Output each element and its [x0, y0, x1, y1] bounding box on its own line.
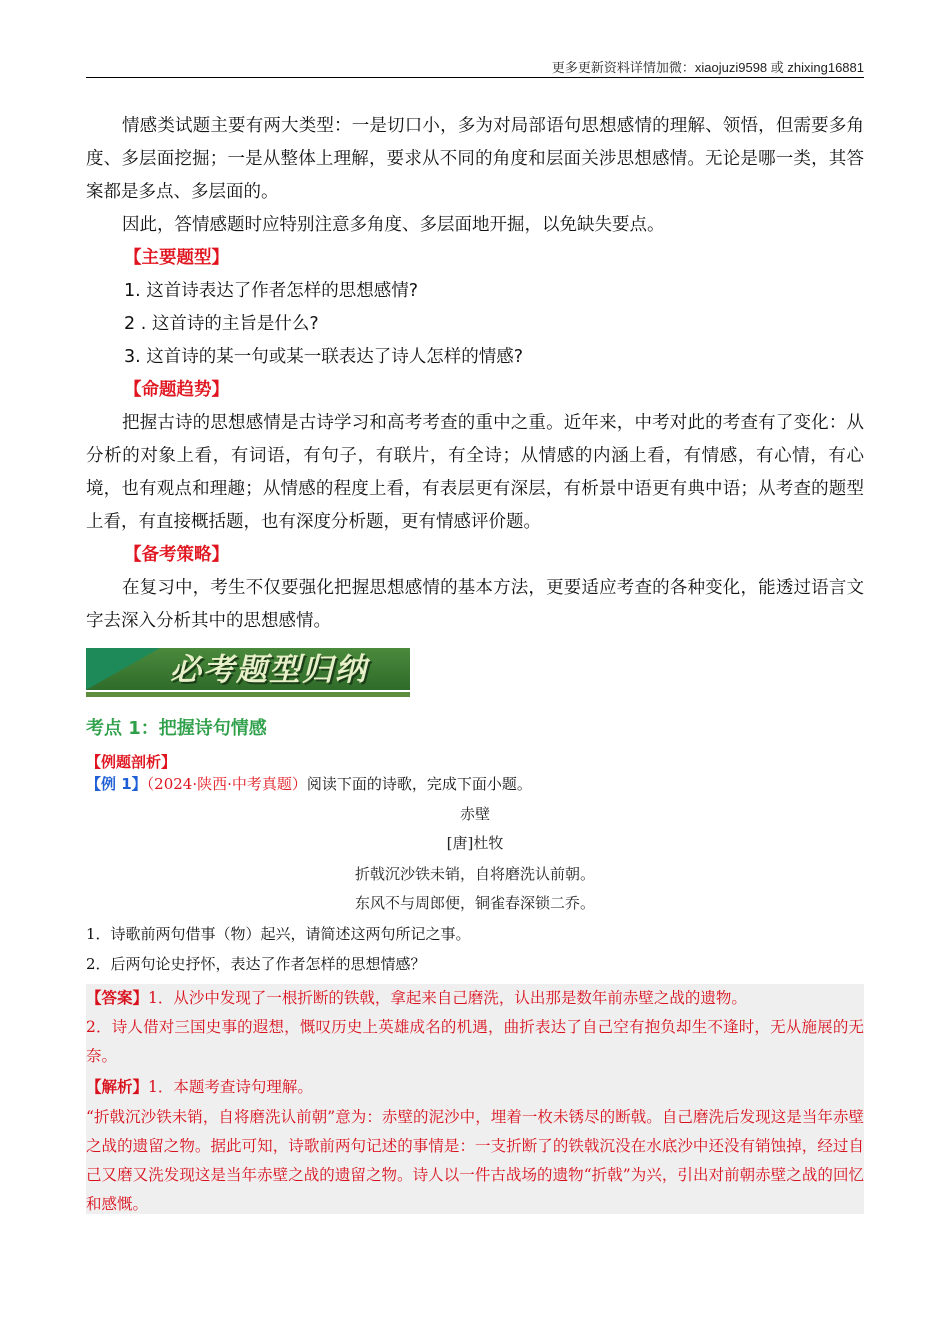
- poem-author: [唐]杜牧: [446, 834, 504, 852]
- answer-1: 1．从沙中发现了一根折断的铁戟，拿起来自己磨洗，认出那是数年前赤壁之战的遗物。: [148, 989, 747, 1007]
- poem-title: 赤壁: [459, 805, 490, 823]
- poem-line-1: 折戟沉沙铁未销，自将磨洗认前朝。: [354, 865, 595, 883]
- analysis-text: “折戟沉沙铁未销，自将磨洗认前朝”意为：赤壁的泥沙中，埋着一枚未锈尽的断戟。自己磨洗后发现这是当年赤壁之战的遗留之物。据此可知，诗歌前两句记述的事情是：一支折断了的铁戟沉没在水底沙中还没有销蚀掉，经过自己又磨又洗发现这是当年赤壁之战的遗留之物。诗人以一件古战场的遗物“折戟”为兴，引出对前朝赤壁之战的回忆和感慨。: [86, 1108, 864, 1213]
- type-item-1: 1. 这首诗表达了作者怎样的思想感情?: [124, 281, 419, 301]
- intro-paragraph-1: 情感类试题主要有两大类型：一是切口小，多为对局部语句思想感情的理解、领悟，但需要多角度、多层面挖掘；一是从整体上理解，要求从不同的角度和层面关涉思想感情。无论是哪一类，其答案都是多点、多层面的。: [86, 116, 864, 202]
- question-2: 2．后两句论史抒怀，表达了作者怎样的思想情感？: [86, 955, 426, 973]
- header-text: 更多更新资料详情加微：xiaojuzi9598 或 zhixing16881: [551, 60, 864, 75]
- analysis-line-1: [86, 1072, 864, 1102]
- answer-line-1: [86, 983, 864, 1013]
- type-item-3: 3. 这首诗的某一句或某一联表达了诗人怎样的情感?: [124, 347, 524, 367]
- intro-paragraph-2: 因此，答情感题时应特别注意多角度、多层面地开掘，以免缺失要点。: [122, 215, 665, 235]
- strategy-heading: 【备考策略】: [124, 545, 229, 565]
- banner-triangle: [86, 648, 160, 690]
- page-header: [86, 56, 864, 78]
- trend-paragraph: 把握古诗的思想感情是古诗学习和高考考查的重中之重。近年来，中考对此的考查有了变化：从分析的对象上看，有词语，有句子，有联片，有全诗；从情感的内涵上看，有情感，有心情，有心境，也有观点和理趣；从情感的程度上看，有表层更有深层，有析景中语更有典中语；从考查的题型上看，有直接概括题，也有深度分析题，更有情感评价题。: [86, 413, 864, 532]
- strategy-paragraph: 在复习中，考生不仅要强化把握思想感情的基本方法，更要适应考查的各种变化，能透过语言文字去深入分析其中的思想感情。: [86, 578, 864, 631]
- example-line: [86, 772, 532, 796]
- kaodian-title: 考点 1：把握诗句情感: [86, 718, 267, 739]
- analysis-tag: 【解析】: [86, 1077, 149, 1096]
- poem-line-2: 东风不与周郎便，铜雀春深锁二乔。: [354, 894, 595, 912]
- banner-underline: [86, 692, 410, 697]
- example-source: （2024·陕西·中考真题）: [146, 775, 307, 793]
- banner-title: 必考题型归纳: [170, 652, 368, 688]
- example-section-label: 【例题剖析】: [86, 753, 177, 771]
- question-1: 1．诗歌前两句借事（物）起兴，请简述这两句所记之事。: [86, 925, 471, 943]
- answer-tag: 【答案】: [86, 988, 149, 1007]
- analysis-head: 1．本题考查诗句理解。: [148, 1078, 313, 1096]
- answer-2: 2．诗人借对三国史事的遐想，慨叹历史上英雄成名的机遇，曲折表达了自己空有抱负却生不逢时，无从施展的无奈。: [86, 1018, 864, 1065]
- example-label: 【例 1】: [86, 775, 147, 793]
- type-item-2: 2 . 这首诗的主旨是什么?: [124, 314, 319, 334]
- section-banner: [86, 648, 410, 700]
- trend-heading: 【命题趋势】: [124, 380, 229, 400]
- example-instruction: 阅读下面的诗歌，完成下面小题。: [306, 775, 532, 793]
- types-heading: 【主要题型】: [124, 248, 229, 268]
